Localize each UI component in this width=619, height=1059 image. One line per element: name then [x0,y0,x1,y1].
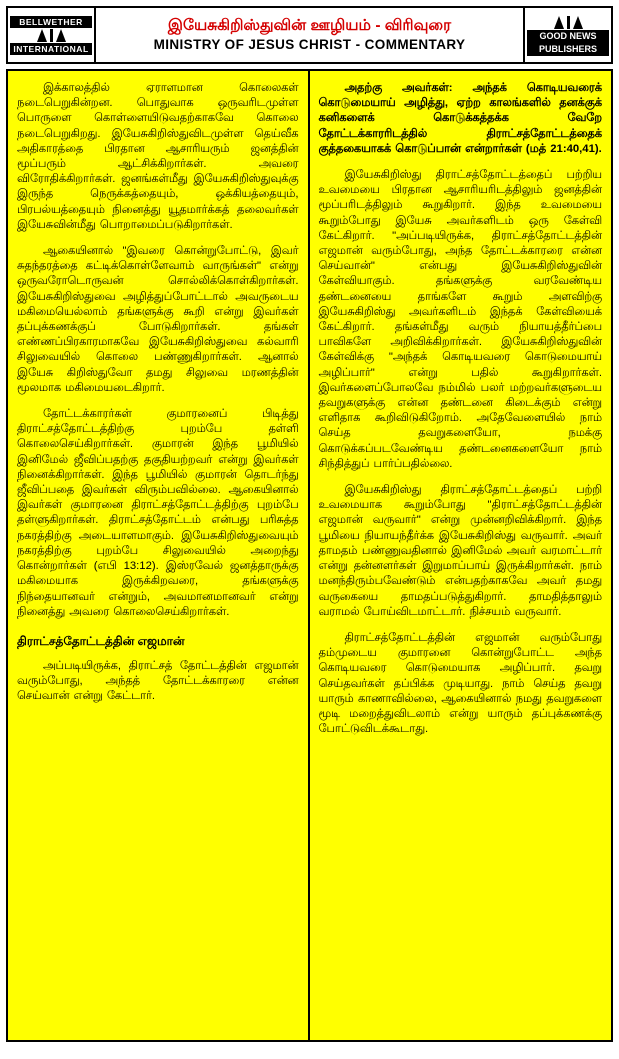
article-body [6,69,613,1042]
paragraph: அப்படியிருக்க, திராட்சத் தோட்டத்தின் எஜமான் வரும்போது, அந்தத் தோட்டக்காரரை என்ன செய்வான் என்று கேட்டார். [17,659,299,703]
left-column [8,71,310,1040]
torch-icon [554,15,583,30]
right-column [310,71,612,1040]
scripture-quote: அதற்கு அவர்கள்: அந்தக் கொடியவரைக் கொடுமையாய் அழித்து, ஏற்ற காலங்களில் தனக்குக் கனிகளைக் கொடுக்கத்தக்க வேறே தோட்டக்காரரிடத்தில் திராட்சத்தோட்டத்தைக் குத்தகையாகக் கொடுப்பான் என்றார்கள் (மத் 21:40,41). [318,82,602,155]
torch-icon [37,28,66,43]
paragraph: தோட்டக்காரர்கள் குமாரனைப் பிடித்து திராட்சத்தோட்டத்திற்கு புறம்பே தள்ளி கொலைசெய்கிறார்கள். குமாரன் இந்த பூமியில் இனிமேல் ஜீவிப்பதற்கு தகுதியற்றவர் என்று இவர்கள் நினைக்கிறார்கள். இந்த பூமியில் குமாரன் தொடர்ந்து ஜீவிப்பதை இவர்கள் விரும்பவில்லை. ஆகையினால் இவர்கள் குமாரனை திராட்சத்தோட்டத்திற்கு புறம்பே தள்ளுகிறார்கள். திராட்சத்தோட்டம் என்பது பரிசுத்த நகரத்திற்கு அடையாளமாகும். இயேசுகிறிஸ்துவையும் நகரத்திற்கு புறம்பே சிலுவையில் அறைந்து கொன்றார்கள் (எபி 13:12). இஸ்ரவேல் ஜனத்தாருக்கு மகிமையாக இருக்கிறவரை, தங்களுக்கு நிந்தையானவர் என்றும், அவமானமானவர் என்று நினைத்து அவரை கொலைசெய்கிறார்கள். [17,408,299,618]
section-heading: திராட்சத்தோட்டத்தின் எஜமான் [17,633,185,648]
title-tamil: இயேசுகிறிஸ்துவின் ஊழியம் - விரிவுரை [167,17,452,34]
gnp-line2-label: PUBLISHERS [527,43,609,56]
paragraph: இக்காலத்தில் ஏராளமான கொலைகள் நடைபெறுகின்றன. பொதுவாக ஒருவரிடமுள்ள பொருளை கொள்ளையிடுவதற்காகவே கொலை நடைபெறுகிறது. இயேசுகிறிஸ்துவிடமுள்ள தெய்வீக அதிகாரத்தை பிரதான ஆசாரியரும் ஜனத்தின் மூப்பரும் ஆட்சிக்கிறார்கள். அவரை விரோதிக்கிறார்கள். ஜனங்கள்மீது இயேசுகிறிஸ்துவுக்கு இருந்த நெருக்கத்தையும், ஒக்கியத்தையும், பிரபல்யத்தையும் நினைத்து யூதமார்க்கத் தலைவர்கள் இயேசுவின்மீது பொறாமைப்படுகிறார்கள். [17,82,299,231]
paragraph: திராட்சத்தோட்டத்தின் எஜமான் வரும்போது தம்முடைய குமாரனை கொன்றுபோட்ட அந்த கொடியவரை கொடுமையாக அழிப்பார். தவறு செய்தவர்கள் தப்பிக்க முடியாது. நாம் செய்த தவறு யாரும் காணாவில்லை, ஆகையினால் நமது தவறுகளை மூடி மறைத்துவிடலாம் என்று யாரும் தப்புக்கணக்கு போட்டுவிடக்கூடாது. [318,631,602,736]
page-header [6,6,613,64]
paragraph: இயேசுகிறிஸ்து திராட்சத்தோட்டத்தைப் பற்றி உவமையாக கூறும்போது "திராட்சத்தோட்டத்தின் எஜமான் வருவார்" என்று முன்னறிவிக்கிறார். இந்த பூமியை நியாயந்தீர்க்க இயேசுகிறிஸ்து வருவார். அவர் தாமதம் பண்ணுவதினால் இனிமேல் அவர் வரமாட்டார் என்று தன்னளர்கள் இறுமாப்பாய் இருக்கிறார்கள். நாம் மனந்திரும்பவேண்டும் என்பதற்காகவே அவர் தமது வருகையை தாமதப்படுத்துகிறார். தாமதித்தாலும் வராமல் போய்விடமாட்டார். நிச்சயம் வருவார். [318,484,602,618]
bellwether-banner-label: BELLWETHER [10,16,92,28]
gnp-line1-label: GOOD NEWS [527,30,609,43]
paragraph: இயேசுகிறிஸ்து திராட்சத்தோட்டத்தைப் பற்றிய உவமையை பிரதான ஆசாரியரிடத்திலும் ஜனத்தின் மூப்பரிடத்திலும் கூறுகிறார். இந்த உவமையை கூறும்போது இயேசு அவர்களிடம் ஒரு கேள்வி கேட்கிறார். "அப்படியிருக்க, திராட்சத்தோட்டத்தின் எஜமான் வரும்போது, அந்த தோட்டக்காரரை என்ன செய்வான்" என்பது இயேசுகிறிஸ்துவின் கேள்வியாகும். தங்களுக்கு வரவேண்டிய தண்டனையை தாங்களே கூறும் அளவிற்கு இயேசுகிறிஸ்து அவர்களிடம் இந்தக் கேள்வியைக் கேட்கிறார். தங்கள்மீது வரும் நியாயத்தீர்ப்பை பாவிகளே அறிவிக்கிறார்கள். இயேசுகிறிஸ்துவின் கேள்விக்கு "அந்தக் கொடியவரை கொடுமையாய் அழிப்பார்" என்று பதில் கூறுகிறார்கள். இவர்களைப்போலவே நம்மில் பலர் மற்றவர்களுடைய தவறுகளுக்கு என்ன தண்டனை கிடைக்கும் என்று எளிதாக கூறிவிடுகிறோம். அதேவேளையில் நாம் செய்த தவறுகளையோ, நமக்கு கொடுக்கப்படவேண்டிய தண்டனைகளையோ நாம் சிந்தித்துப் பார்ப்பதில்லை. [318,169,602,470]
title-english: MINISTRY OF JESUS CHRIST - COMMENTARY [153,37,466,52]
bellwether-sub-label: INTERNATIONAL [10,43,92,55]
page-title [96,8,523,62]
bellwether-logo [8,8,96,62]
good-news-publishers-logo [523,8,611,62]
paragraph: ஆகையினால் "இவரை கொன்றுபோட்டு, இவர் சுதந்தரத்தை கட்டிக்கொள்ளேவாம் வாருங்கள்" என்று ஒருவரோடொருவன் சொல்லிக்கொள்கிறார்கள். இயேசுகிறிஸ்துவை அழித்துப்போட்டால் அவருடைய மகிமையெல்லாம் தங்களுக்கு கூறி என்று இவர்கள் தப்புக்கணக்குப் போடுகிறார்கள். தங்கள் எண்ணப்பிரகாரமாகவே இயேசுகிறிஸ்துவை கல்வாரி சிலுவையில் கொலை பண்ணுகிறார்கள். ஆனால் இயேசு கிறிஸ்துவோ தமது சிலுவை மரணத்தின் மூலமாக மகிமையடைகிறார். [17,245,299,394]
